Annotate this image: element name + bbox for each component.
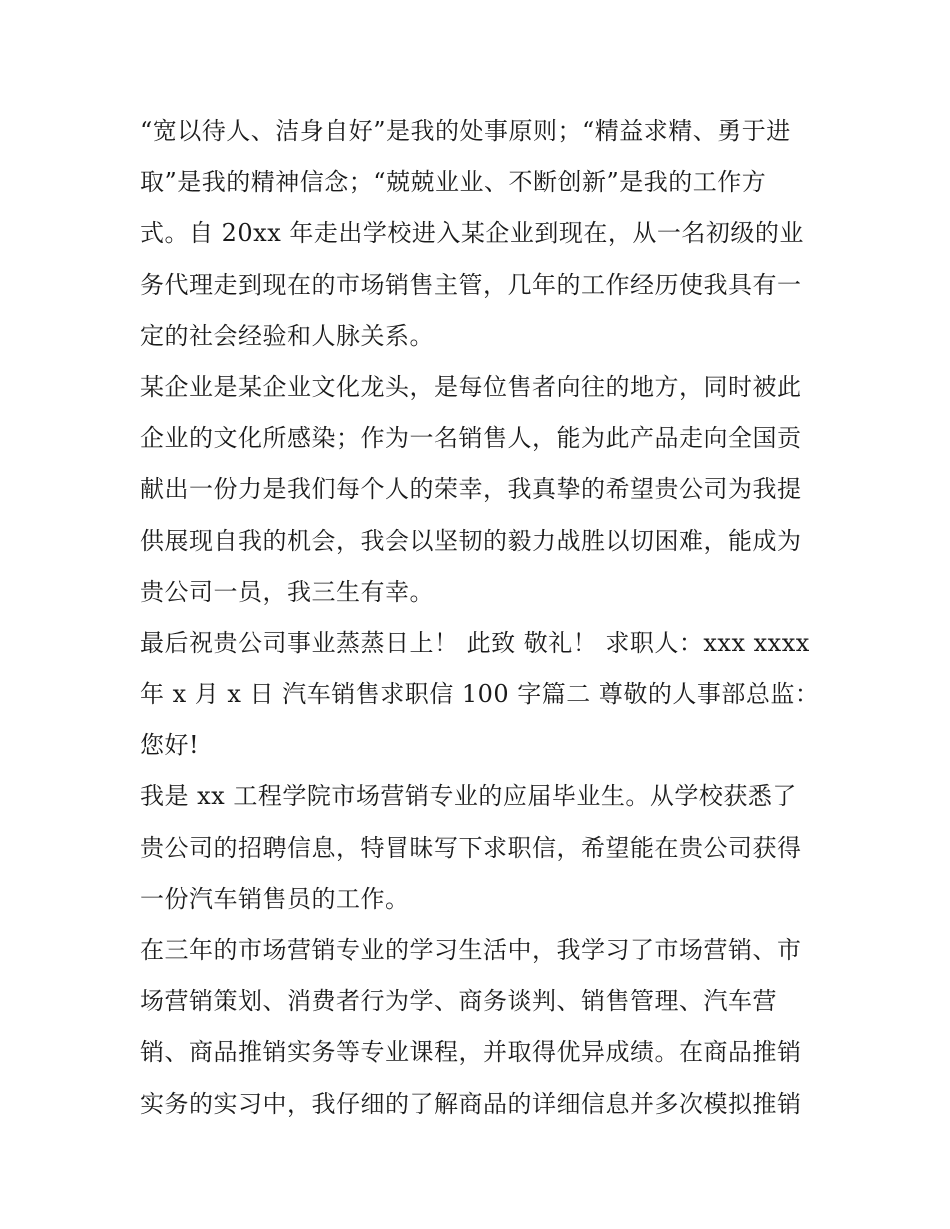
text-line: 实务的实习中，我仔细的了解商品的详细信息并多次模拟推销 [140, 1089, 802, 1118]
text-line: “宽以待人、洁身自好”是我的处事原则；“精益求精、勇于进 [140, 117, 791, 145]
letter-body [140, 106, 820, 1130]
text-line: 献出一份力是我们每个人的荣幸，我真挚的希望贵公司为我提 [140, 475, 802, 504]
text-line: 某企业是某企业文化龙头，是每位售者向往的地方，同时被此 [140, 372, 802, 401]
text-line: 您好! [140, 731, 200, 760]
text-line: 式。自 20xx 年走出学校进入某企业到现在，从一名初级的业 [140, 219, 804, 248]
text-line: 贵公司一员，我三生有幸。 [140, 577, 434, 606]
text-line: 定的社会经验和人脉关系。 [140, 321, 434, 350]
text-line: 贵公司的招聘信息，特冒昧写下求职信，希望能在贵公司获得 [140, 833, 802, 862]
text-line: 企业的文化所感染；作为一名销售人，能为此产品走向全国贡 [140, 424, 802, 453]
text-line: 年 x 月 x 日 汽车销售求职信 100 字篇二 尊敬的人事部总监： [140, 680, 820, 709]
text-line: 销、商品推销实务等专业课程，并取得优异成绩。在商品推销 [140, 1038, 802, 1067]
text-line: 场营销策划、消费者行为学、商务谈判、销售管理、汽车营 [140, 987, 777, 1016]
text-line: 在三年的市场营销专业的学习生活中，我学习了市场营销、市 [140, 936, 802, 964]
text-line: 供展现自我的机会，我会以坚韧的毅力战胜以切困难，能成为 [140, 526, 802, 555]
text-line: 最后祝贵公司事业蒸蒸日上！ 此致 敬礼！ 求职人：xxx xxxx [140, 628, 810, 657]
text-line: 务代理走到现在的市场销售主管，几年的工作经历使我具有一 [140, 270, 802, 299]
text-line: 我是 xx 工程学院市场营销专业的应届毕业生。从学校获悉了 [140, 782, 797, 811]
text-line: 取”是我的精神信念；“兢兢业业、不断创新”是我的工作方 [140, 168, 767, 197]
text-line: 一份汽车销售员的工作。 [140, 884, 410, 913]
